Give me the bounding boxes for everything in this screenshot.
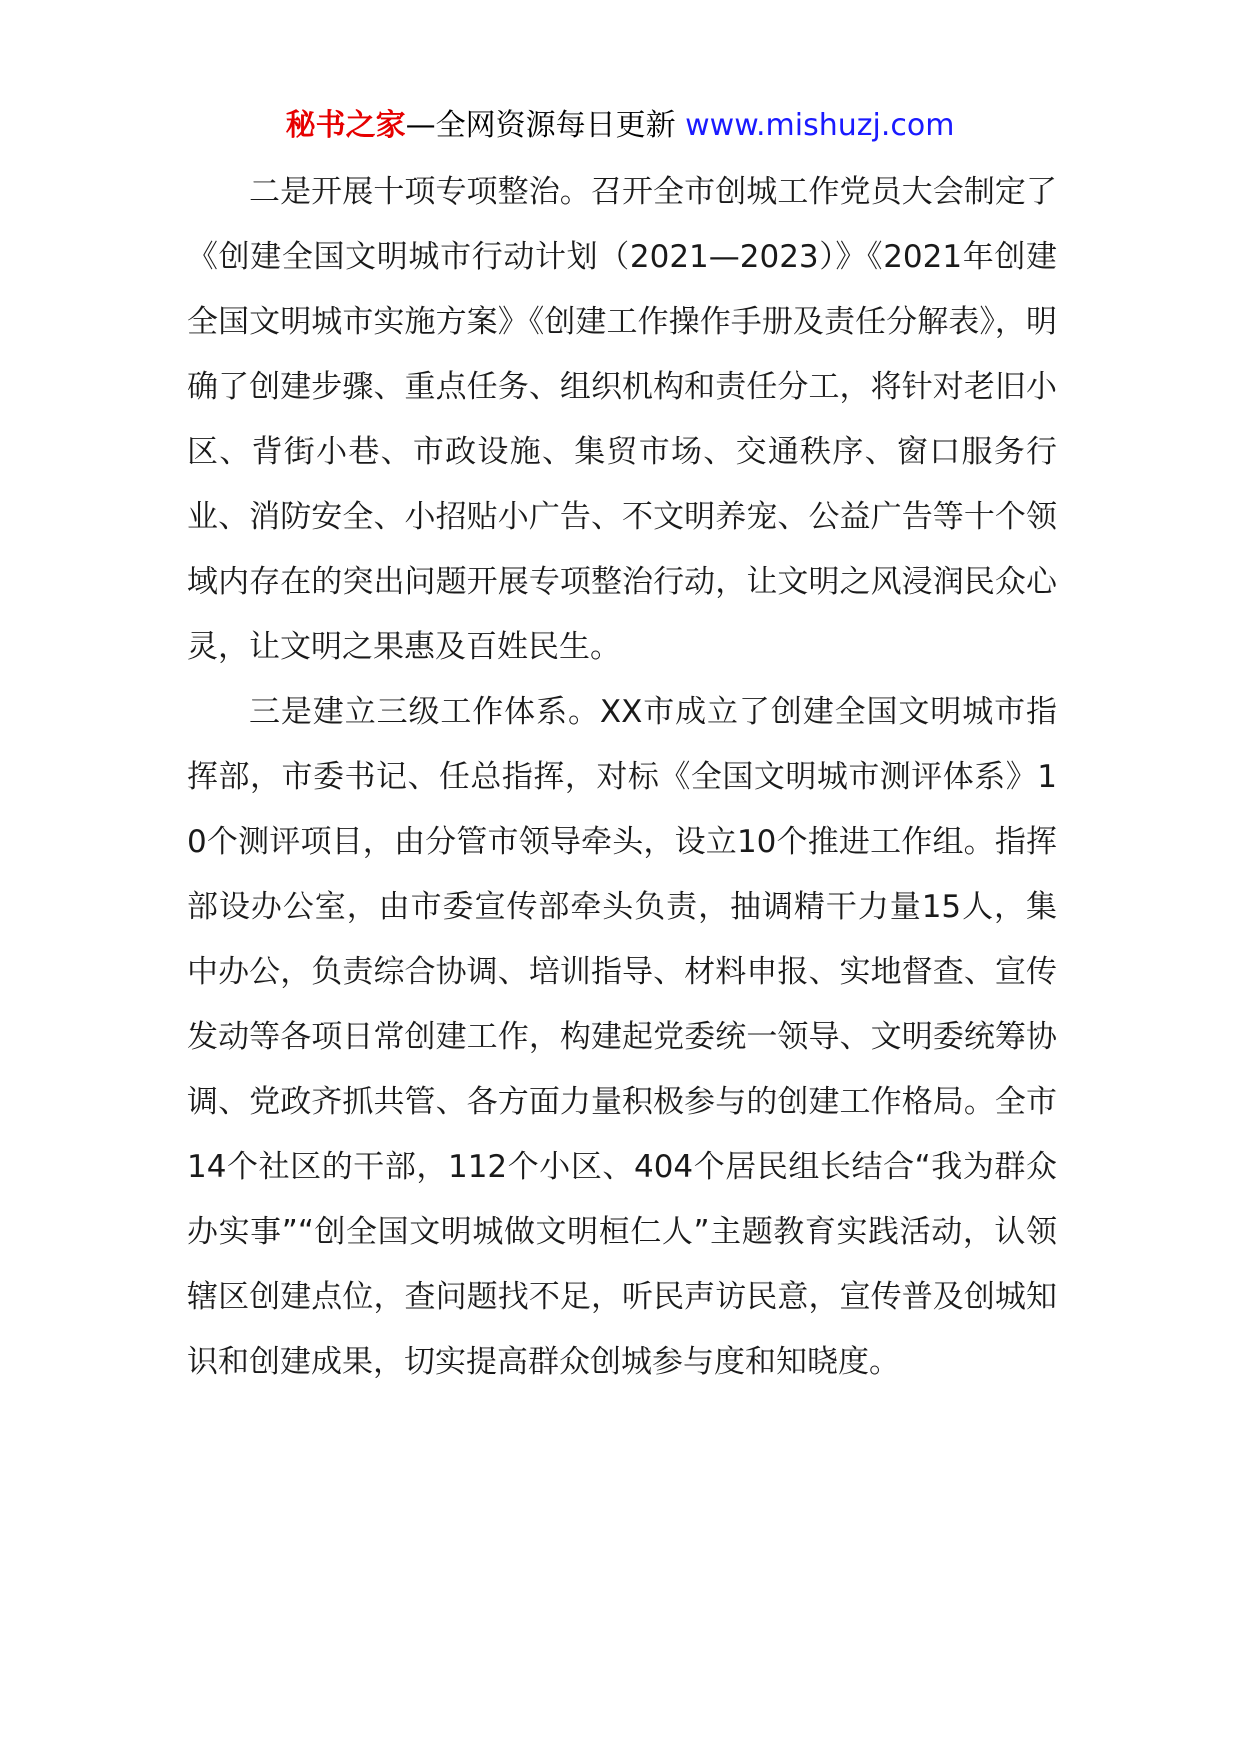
document-body	[187, 160, 1057, 1395]
header-url-link[interactable]: www.mishuzj.com	[685, 108, 955, 143]
paragraph-special-rectification: 二是开展十项专项整治。召开全市创城工作党员大会制定了《创建全国文明城市行动计划（2021—2023）》《2021年创建全国文明城市实施方案》《创建工作操作手册及责任分解表》，明确了创建步骤、重点任务、组织机构和责任分工，将针对老旧小区、背街小巷、市政设施、集贸市场、交通秩序、窗口服务行业、消防安全、小招贴小广告、不文明养宠、公益广告等十个领域内存在的突出问题开展专项整治行动，让文明之风浸润民众心灵，让文明之果惠及百姓民生。	[187, 174, 1057, 665]
page-header	[0, 104, 1240, 148]
brand-name: 秘书之家	[285, 108, 406, 143]
paragraph-three-level-system: 三是建立三级工作体系。XX市成立了创建全国文明城市指挥部，市委书记、任总指挥，对标《全国文明城市测评体系》10个测评项目，由分管市领导牵头，设立10个推进工作组。指挥部设办公室，由市委宣传部牵头负责，抽调精干力量15人，集中办公，负责综合协调、培训指导、材料申报、实地督查、宣传发动等各项日常创建工作，构建起党委统一领导、文明委统筹协调、党政齐抓共管、各方面力量积极参与的创建工作格局。全市14个社区的干部，112个小区、404个居民组长结合“我为群众办实事”“创全国文明城做文明桓仁人”主题教育实践活动，认领辖区创建点位，查问题找不足，听民声访民意，宣传普及创城知识和创建成果，切实提高群众创城参与度和知晓度。	[187, 694, 1057, 1380]
header-slogan: —全网资源每日更新	[405, 108, 676, 143]
